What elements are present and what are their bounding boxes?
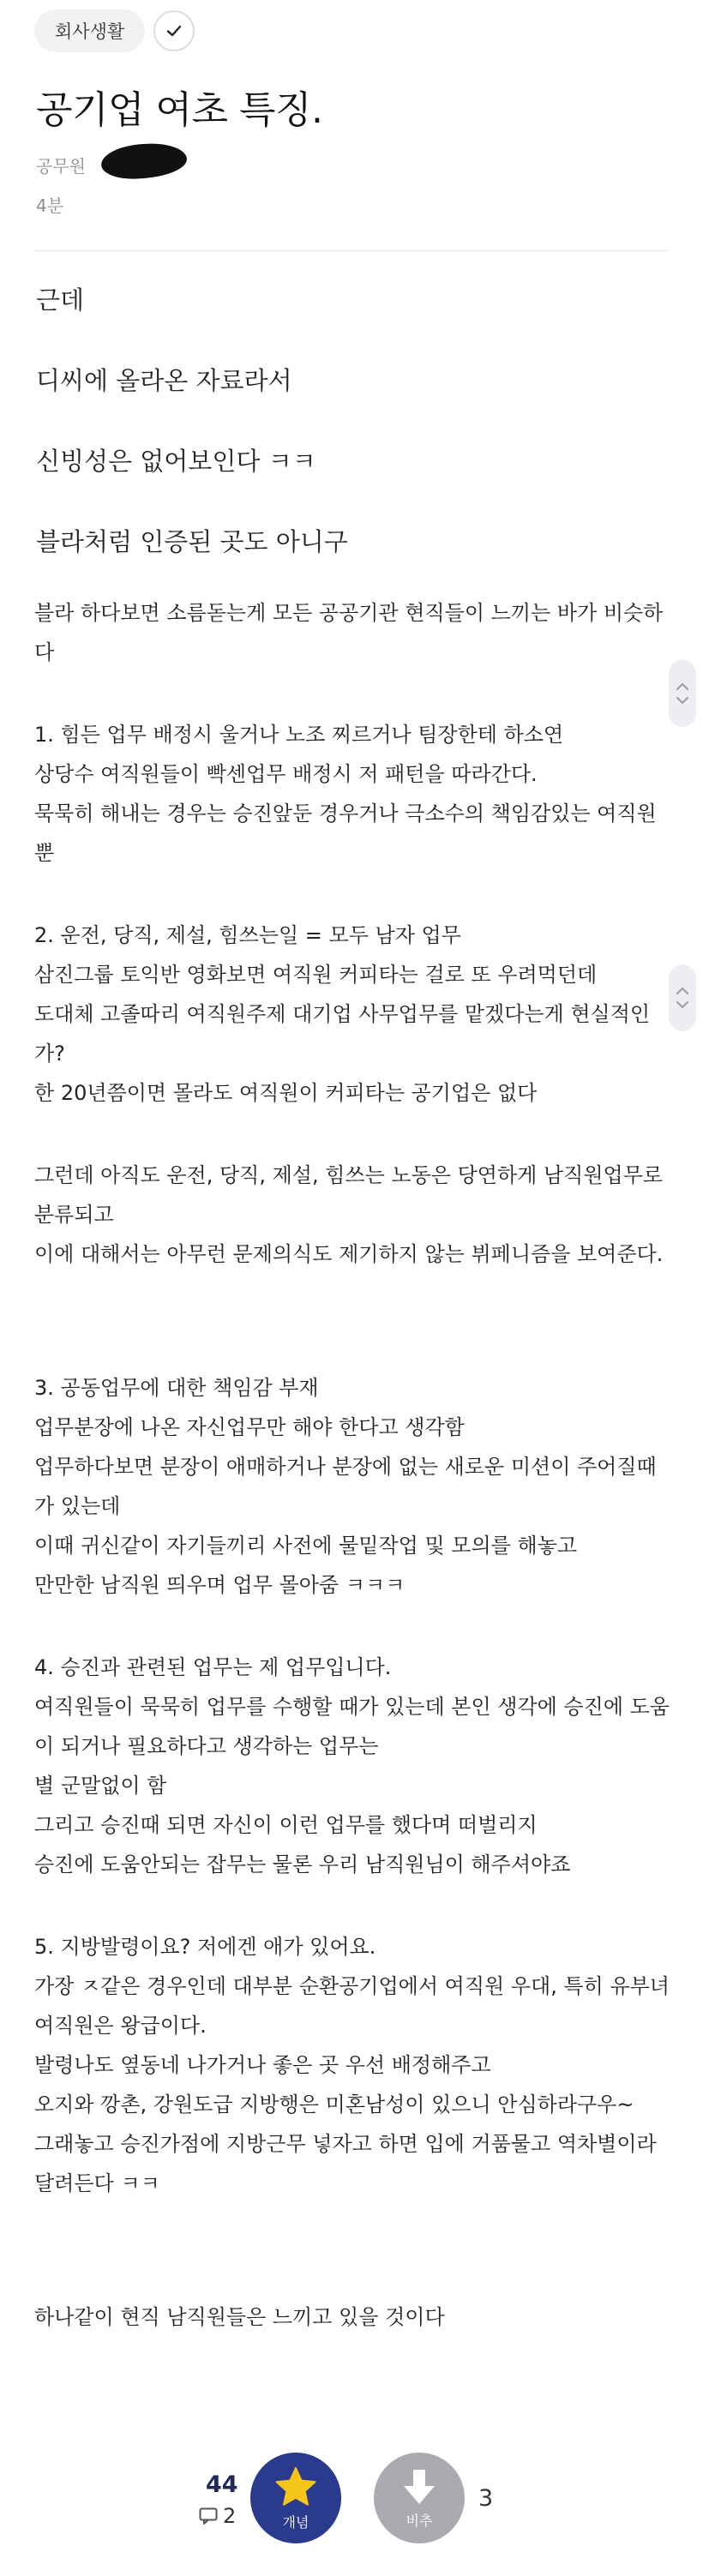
section-1-heading: 1. 힘든 업무 배정시 울거나 노조 찌르거나 팀장한테 하소연 xyxy=(34,723,564,747)
body-line: 오지와 깡촌, 강원도급 지방행은 미혼남성이 있으니 안심하라구우~ xyxy=(34,2093,634,2117)
body-line: 도대체 고졸따리 여직원주제 대기업 사무업무를 맡겠다는게 현실적인가? xyxy=(34,1002,651,1066)
post-body xyxy=(34,283,672,2337)
post-title: 공기업 여초 특징. xyxy=(36,88,323,132)
downvote-label: 비추 xyxy=(406,2512,433,2529)
comment-count[interactable] xyxy=(199,2504,236,2528)
star-icon xyxy=(273,2465,318,2508)
closing-line: 하나같이 현직 남직원들은 느끼고 있을 것이다 xyxy=(34,2305,445,2329)
redacted-nickname xyxy=(100,141,188,180)
upvote-label: 개념 xyxy=(282,2513,309,2531)
chevron-up-icon xyxy=(676,987,689,995)
body-line: 업무분장에 나온 자신업무만 해야 한다고 생각함 xyxy=(34,1415,465,1439)
downvote-button[interactable] xyxy=(374,2453,465,2543)
intro-line: 근데 xyxy=(36,285,85,315)
body-line: 가장 ㅈ같은 경우인데 대부분 순환공기업에서 여직원 우대, 특히 유부녀 여직원은 왕급이다. xyxy=(34,1974,670,2038)
vote-area xyxy=(0,2447,703,2567)
chevron-down-icon xyxy=(676,1000,689,1009)
body-line: 묵묵히 해내는 경우는 승진앞둔 경우거나 극소수의 책임감있는 여직원뿐 xyxy=(34,802,657,865)
section-4-heading: 4. 승진과 관련된 업무는 제 업무입니다. xyxy=(34,1655,392,1679)
downvote-count: 3 xyxy=(478,2485,494,2512)
body-line: 그런데 아직도 운전, 당직, 제설, 힘쓰는 노동은 당연하게 남직원업무로 분류되고 xyxy=(34,1163,664,1227)
body-line: 여직원들이 묵묵히 업무를 수행할 때가 있는데 본인 생각에 승진에 도움이 되거나 필요하다고 생각하는 업무는 xyxy=(34,1695,670,1758)
section-2-heading: 2. 운전, 당직, 제설, 힘쓰는일 = 모두 남자 업무 xyxy=(34,923,461,947)
body-line: 업무하다보면 분장이 애매하거나 분장에 없는 새로운 미션이 주어질때가 있는데 xyxy=(34,1455,657,1518)
check-icon xyxy=(165,21,183,40)
section-3-heading: 3. 공동업무에 대한 책임감 부재 xyxy=(34,1376,319,1400)
author-company: 공무원 xyxy=(36,156,86,177)
check-button[interactable] xyxy=(153,10,195,51)
comment-icon xyxy=(199,2507,218,2525)
body-line: 삼진그룹 토익반 영화보면 여직원 커피타는 걸로 또 우려먹던데 xyxy=(34,963,598,987)
intro-line: 신빙성은 없어보인다 ㅋㅋ xyxy=(36,447,316,476)
arrow-down-icon xyxy=(400,2467,438,2507)
body-line: 상당수 여직원들이 빡센업무 배정시 저 패턴을 따라간다. xyxy=(34,762,538,786)
body-line: 이에 대해서는 아무런 문제의식도 제기하지 않는 뷔페니즘을 보여준다. xyxy=(34,1242,664,1266)
body-line: 발령나도 옆동네 나가거나 좋은 곳 우선 배정해주고 xyxy=(34,2053,491,2077)
body-line: 그리고 승진때 되면 자신이 이런 업무를 했다며 떠벌리지 xyxy=(34,1813,538,1837)
intro-line: 블라처럼 인증된 곳도 아니구 xyxy=(36,527,348,556)
intro-line: 디씨에 올라온 자료라서 xyxy=(36,366,292,395)
chevron-down-icon xyxy=(676,696,689,705)
scroll-handle[interactable] xyxy=(669,964,696,1031)
section-5-heading: 5. 지방발령이요? 저에겐 애가 있어요. xyxy=(34,1935,376,1959)
category-row xyxy=(34,9,195,53)
body-line: 그래놓고 승진가점에 지방근무 넣자고 하면 입에 거품물고 역차별이라 달려든다 ㅋㅋ xyxy=(34,2132,657,2195)
chevron-up-icon xyxy=(676,682,689,691)
scroll-handle[interactable] xyxy=(669,660,696,727)
upvote-count: 44 xyxy=(206,2471,238,2498)
post-time: 4분 xyxy=(36,195,64,216)
upvote-button[interactable] xyxy=(250,2453,341,2543)
body-line: 별 군말없이 함 xyxy=(34,1774,167,1798)
comment-count-value: 2 xyxy=(223,2504,237,2528)
header-divider xyxy=(34,250,669,251)
body-line: 한 20년쯤이면 몰라도 여직원이 커피타는 공기업은 없다 xyxy=(34,1081,538,1105)
body-line: 이때 귀신같이 자기들끼리 사전에 물밑작업 및 모의를 해놓고 xyxy=(34,1534,578,1558)
category-chip[interactable]: 회사생활 xyxy=(34,9,145,52)
body-line: 승진에 도움안되는 잡무는 물론 우리 남직원님이 해주셔야죠 xyxy=(34,1852,571,1876)
body-paragraph: 블라 하다보면 소름돋는게 모든 공공기관 현직들이 느끼는 바가 비슷하다 xyxy=(34,601,664,664)
body-line: 만만한 남직원 띄우며 업무 몰아줌 ㅋㅋㅋ xyxy=(34,1573,406,1597)
